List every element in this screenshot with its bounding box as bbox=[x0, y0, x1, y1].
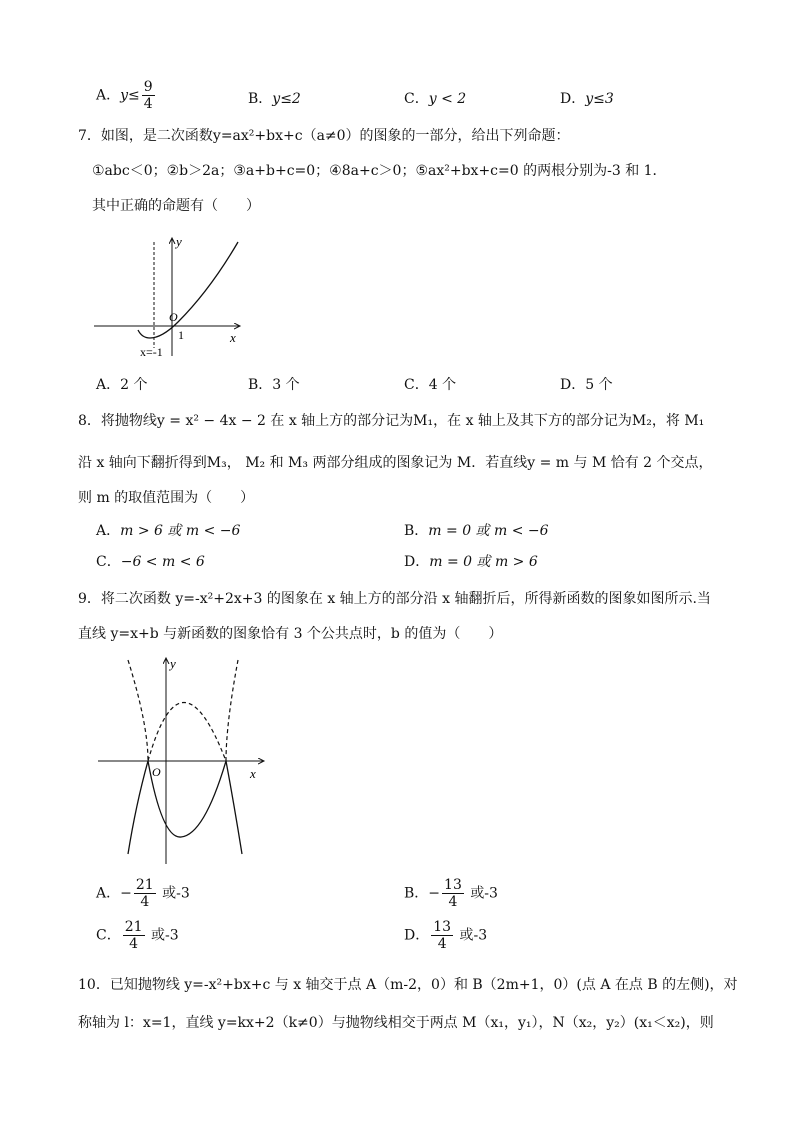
q7-propositions: ①abc＜0；②b＞2a；③a+b+c=0；④8a+c＞0；⑤ax²+bx+c=0 的两根分别为-3 和 1． bbox=[92, 163, 667, 179]
q6-option-a-fraction: $\frac{9}{4}$ bbox=[143, 79, 153, 112]
q9-dashed-parabola bbox=[128, 660, 238, 761]
q9-y-label: y bbox=[170, 656, 176, 671]
q6-option-c: C．y < 2 bbox=[404, 91, 467, 107]
q10-line1: 10．已知抛物线 y=-x²+bx+c 与 x 轴交于点 A（m-2，0）和 B（2m+1，0）(点 A 在点 B 的左侧)，对 bbox=[78, 977, 738, 993]
q8-option-b: B．m = 0 或 m < −6 bbox=[404, 523, 549, 539]
q9-option-b: B．− $\frac{13}{4}$ 或-3 bbox=[404, 877, 498, 910]
q9-option-b-fraction: $\frac{13}{4}$ bbox=[444, 877, 462, 910]
q9-option-c-fraction: $\frac{21}{4}$ bbox=[124, 919, 143, 952]
q7-option-a: A．2 个 bbox=[96, 377, 148, 393]
q8-line3: 则 m 的取值范围为（ ） bbox=[78, 490, 255, 506]
q9-option-d-fraction: $\frac{13}{4}$ bbox=[433, 919, 452, 952]
q8-option-c: C．−6 < m < 6 bbox=[96, 554, 205, 570]
q7-x-label: x bbox=[230, 330, 236, 345]
q7-y-label: y bbox=[176, 234, 182, 249]
q6-option-b: B．y≤2 bbox=[248, 91, 301, 107]
q7-parabola bbox=[138, 242, 238, 338]
q8-line2: 沿 x 轴向下翻折得到M₃， M₂ 和 M₃ 两部分组成的图象记为 M．若直线y = m 与 M 恰有 2 个交点， bbox=[78, 455, 713, 471]
q8-line1: 8．将抛物线y = x² − 4x − 2 在 x 轴上方的部分记为M₁，在 x 轴上及其下方的部分记为M₂，将 M₁ bbox=[78, 413, 705, 429]
q7-option-b: B．3 个 bbox=[248, 377, 300, 393]
q9-line2: 直线 y=x+b 与新函数的图象恰有 3 个公共点时，b 的值为（ ） bbox=[78, 626, 503, 642]
q7-figure bbox=[90, 232, 250, 362]
q8-option-d: D．m = 0 或 m > 6 bbox=[404, 554, 538, 570]
q7-origin-label: O bbox=[169, 310, 178, 324]
q10-line2: 称轴为 l：x=1，直线 y=kx+2（k≠0）与抛物线相交于两点 M（x₁，y₁），N（x₂，y₂）(x₁＜x₂)，则 bbox=[78, 1015, 714, 1031]
q7-stem: 7．如图，是二次函数y=ax²+bx+c（a≠0）的图象的一部分，给出下列命题： bbox=[78, 128, 570, 144]
q7-one-label: 1 bbox=[178, 328, 184, 342]
q9-solid-curve bbox=[128, 761, 242, 854]
q7-ask: 其中正确的命题有（ ） bbox=[92, 198, 260, 214]
q7-option-d: D．5 个 bbox=[560, 377, 613, 393]
q9-option-c: C． $\frac{21}{4}$ 或-3 bbox=[96, 919, 179, 952]
q9-origin-label: O bbox=[152, 765, 161, 779]
q9-option-d: D． $\frac{13}{4}$ 或-3 bbox=[404, 919, 488, 952]
q9-figure bbox=[92, 654, 272, 870]
q9-option-a: A．− $\frac{21}{4}$ 或-3 bbox=[96, 877, 190, 910]
q6-option-d: D．y≤3 bbox=[560, 91, 614, 107]
q7-option-c: C．4 个 bbox=[404, 377, 457, 393]
q7-axis-label: x=-1 bbox=[140, 345, 163, 359]
q9-line1: 9．将二次函数 y=-x²+2x+3 的图象在 x 轴上方的部分沿 x 轴翻折后，所得新函数的图象如图所示.当 bbox=[78, 591, 711, 607]
q9-x-label: x bbox=[250, 766, 256, 781]
q6-option-a: A．y≤ $\frac{9}{4}$ bbox=[96, 79, 153, 112]
q9-option-a-fraction: $\frac{21}{4}$ bbox=[135, 877, 154, 910]
q8-option-a: A．m > 6 或 m < −6 bbox=[96, 523, 241, 539]
